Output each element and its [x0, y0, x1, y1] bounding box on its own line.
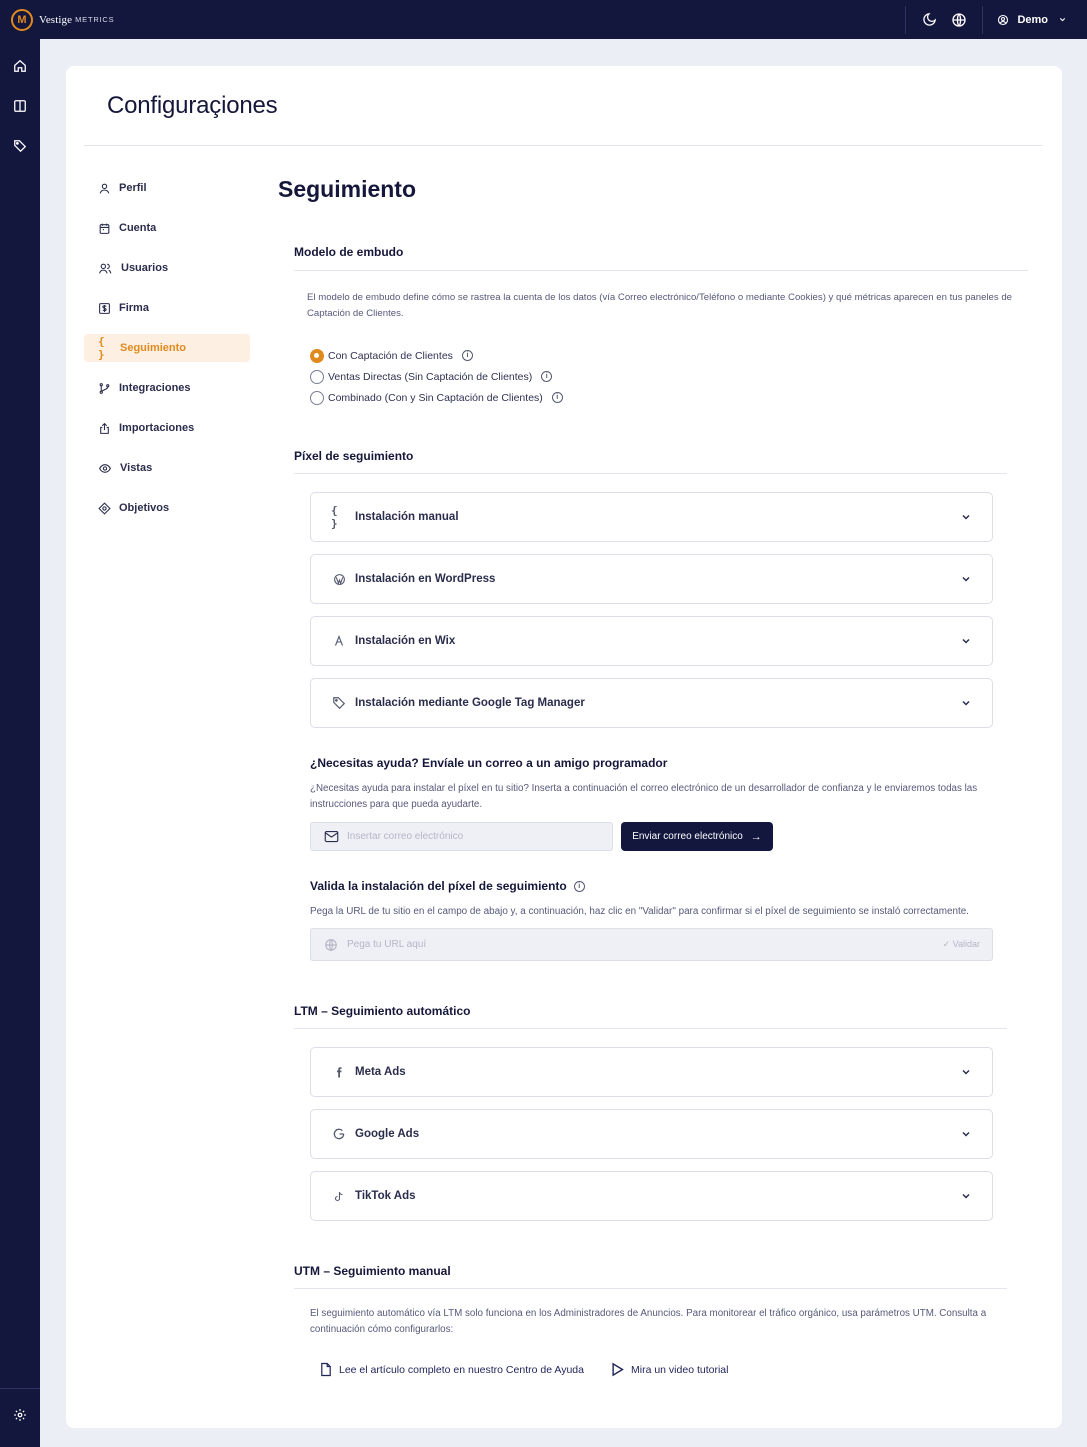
video-tutorial-link[interactable]: Mira un video tutorial — [611, 1362, 728, 1377]
moon-icon[interactable] — [914, 0, 944, 39]
calendar-icon — [98, 222, 111, 235]
tag-icon[interactable] — [0, 131, 40, 161]
pixel-divider — [294, 473, 1007, 474]
braces-icon: { } — [98, 335, 105, 361]
accordion-manual-install[interactable]: { } Instalación manual — [310, 492, 993, 542]
nav-item-label: Vistas — [120, 462, 153, 474]
play-icon — [611, 1362, 624, 1377]
radio-unchecked-icon[interactable] — [310, 391, 324, 405]
funnel-options — [310, 345, 563, 408]
radio-unchecked-icon[interactable] — [310, 370, 324, 384]
wordpress-icon — [331, 571, 347, 587]
info-icon[interactable]: i — [574, 881, 585, 892]
brand-logo-icon: M — [11, 9, 33, 31]
user-icon — [98, 182, 111, 195]
nav-item-label: Seguimiento — [120, 342, 187, 354]
nav-item-usuarios[interactable] — [84, 254, 250, 282]
brand[interactable] — [11, 9, 114, 31]
tiktok-icon — [331, 1188, 347, 1204]
nav-item-label: Importaciones — [119, 422, 195, 434]
nav-item-label: Perfil — [119, 182, 147, 194]
send-email-button[interactable]: Enviar correo electrónico → — [621, 822, 773, 851]
title-divider — [84, 145, 1043, 146]
help-article-link[interactable]: Lee el artículo completo en nuestro Centro de Ayuda — [320, 1362, 584, 1377]
braces-icon: { } — [331, 504, 338, 530]
url-input[interactable] — [310, 928, 993, 961]
url-placeholder: Pega tu URL aquí — [347, 939, 427, 950]
chevron-down-icon — [960, 511, 972, 523]
target-icon — [98, 502, 111, 515]
funnel-divider — [294, 270, 1028, 271]
pixel-title: Píxel de seguimiento — [294, 449, 414, 463]
nav-item-seguimiento[interactable] — [84, 334, 250, 362]
home-icon[interactable] — [0, 51, 40, 81]
upload-icon — [98, 422, 111, 435]
nav-item-vistas[interactable] — [84, 454, 250, 482]
rail-divider — [0, 1388, 40, 1389]
accordion-gtm-install[interactable]: Instalación mediante Google Tag Manager — [310, 678, 993, 728]
ltm-title: LTM – Seguimiento automático — [294, 1004, 471, 1018]
ltm-divider — [294, 1028, 1007, 1029]
page-title: Configuraçiones — [107, 92, 278, 119]
email-input[interactable] — [310, 822, 613, 851]
nav-item-label: Objetivos — [119, 502, 170, 514]
chevron-down-icon — [960, 1190, 972, 1202]
user-name: Demo — [1017, 13, 1048, 26]
nav-item-objetivos[interactable] — [84, 494, 250, 522]
google-icon — [331, 1126, 347, 1142]
nav-item-integraciones[interactable] — [84, 374, 250, 402]
help-title: ¿Necesitas ayuda? Envíale un correo a un amigo programador — [310, 756, 668, 770]
validate-description: Pega la URL de tu sitio en el campo de abajo y, a continuación, haz clic en "Validar" para confirmar si el píxel de seguimiento se instaló correctamente. — [310, 906, 969, 917]
settings-nav — [84, 174, 250, 534]
chevron-down-icon — [960, 1128, 972, 1140]
validate-title: Valida la instalación del píxel de seguimiento — [310, 879, 567, 893]
info-icon[interactable]: i — [462, 350, 473, 361]
nav-item-perfil[interactable] — [84, 174, 250, 202]
mail-icon — [324, 830, 339, 843]
top-bar — [0, 0, 1087, 39]
tag-icon — [331, 695, 347, 711]
utm-divider — [294, 1288, 1007, 1289]
gear-icon[interactable] — [0, 1400, 40, 1430]
radio-option-ventas-directas[interactable]: Ventas Directas (Sin Captación de Clientes) i — [310, 366, 563, 387]
chevron-down-icon — [960, 1066, 972, 1078]
globe-icon[interactable] — [944, 0, 974, 39]
nav-item-label: Usuarios — [121, 262, 169, 274]
arrow-right-icon: → — [750, 830, 762, 843]
info-icon[interactable]: i — [552, 392, 563, 403]
nav-item-label: Integraciones — [119, 382, 191, 394]
chevron-down-icon — [1058, 15, 1067, 24]
dollar-icon — [98, 302, 111, 315]
facebook-icon — [331, 1064, 347, 1080]
section-title: Seguimiento — [278, 176, 417, 202]
radio-option-combinado[interactable]: Combinado (Con y Sin Captación de Clientes) i — [310, 387, 563, 408]
email-placeholder: Insertar correo electrónico — [347, 831, 464, 842]
utm-description: El seguimiento automático vía LTM solo funciona en los Administradores de Anuncios. Para monitorear el tráfico orgánico, usa parámetros UTM. Consulta a continuación cómo configurarlos: — [310, 1308, 987, 1335]
accordion-meta-ads[interactable]: Meta Ads — [310, 1047, 993, 1097]
accordion-wix-install[interactable]: Instalación en Wix — [310, 616, 993, 666]
users-icon — [98, 262, 113, 275]
topbar-divider — [905, 6, 906, 34]
validate-button[interactable]: ✓ Validar — [942, 939, 980, 949]
document-icon — [320, 1362, 332, 1377]
left-rail — [0, 39, 40, 1447]
panel-icon[interactable] — [0, 91, 40, 121]
globe-icon — [324, 938, 338, 952]
user-circle-icon — [997, 14, 1009, 26]
accordion-tiktok-ads[interactable]: TikTok Ads — [310, 1171, 993, 1221]
branch-icon — [98, 382, 111, 395]
help-description: ¿Necesitas ayuda para instalar el píxel en tu sitio? Inserta a continuación el correo electrónico de un desarrollador de confianza y le enviaremos todas las instrucciones para que pueda ayudarte. — [310, 783, 978, 810]
eye-icon — [98, 462, 112, 475]
validate-title-row — [310, 879, 585, 893]
chevron-down-icon — [960, 573, 972, 585]
info-icon[interactable]: i — [541, 371, 552, 382]
user-menu-button[interactable] — [983, 0, 1087, 39]
nav-item-label: Firma — [119, 302, 149, 314]
nav-item-importaciones[interactable] — [84, 414, 250, 442]
brand-name: Vestige — [39, 13, 73, 26]
settings-card — [66, 66, 1062, 1428]
brand-sub: METRICS — [75, 15, 115, 24]
wix-icon — [331, 633, 347, 649]
funnel-title: Modelo de embudo — [294, 245, 404, 259]
chevron-down-icon — [960, 697, 972, 709]
nav-item-firma[interactable] — [84, 294, 250, 322]
nav-item-cuenta[interactable] — [84, 214, 250, 242]
nav-item-label: Cuenta — [119, 222, 157, 234]
radio-option-con-captacion[interactable]: Con Captación de Clientes i — [310, 345, 563, 366]
accordion-wordpress-install[interactable]: Instalación en WordPress — [310, 554, 993, 604]
accordion-google-ads[interactable]: Google Ads — [310, 1109, 993, 1159]
utm-title: UTM – Seguimiento manual — [294, 1264, 451, 1278]
funnel-description: El modelo de embudo define cómo se rastrea la cuenta de los datos (vía Correo electrónico/Teléfono o mediante Cookies) y qué métricas aparecen en tus paneles de Captación de Clientes. — [307, 292, 1013, 319]
chevron-down-icon — [960, 635, 972, 647]
radio-checked-icon[interactable] — [310, 349, 324, 363]
